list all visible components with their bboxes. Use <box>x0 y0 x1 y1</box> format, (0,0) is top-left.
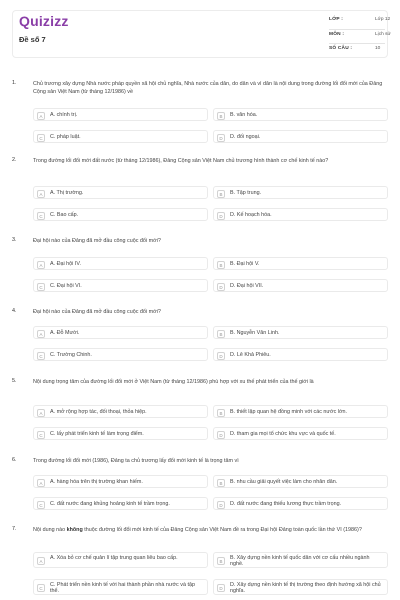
option-text: A. Xóa bỏ cơ chế quản lí tập trung quan liêu bao cấp. <box>50 554 178 561</box>
option-letter: D <box>217 431 225 439</box>
option-text: D. Kế hoạch hóa. <box>230 212 272 218</box>
option-letter: C <box>37 212 45 220</box>
option-letter: A <box>37 261 45 269</box>
option-text: D. đất nước đang thiếu lương thực trầm trọng. <box>230 501 342 507</box>
option-letter: C <box>37 134 45 142</box>
option-a[interactable] <box>33 326 208 339</box>
meta-value: 10 <box>375 46 381 51</box>
option-letter: A <box>37 112 45 120</box>
option-letter: D <box>217 212 225 220</box>
meta-label: SỐ CÂU : <box>329 46 353 51</box>
question-number: 1. <box>12 80 17 86</box>
option-d[interactable] <box>213 279 388 292</box>
question-number: 7. <box>12 526 17 532</box>
option-letter: A <box>37 479 45 487</box>
question-number: 5. <box>12 378 17 384</box>
question-number: 3. <box>12 237 17 243</box>
option-text: D. Xây dựng nền kinh tế thị trường theo định hướng xã hội chủ nghĩa. <box>230 581 381 595</box>
meta-label: LỚP : <box>329 17 344 22</box>
meta-row-subject <box>329 30 391 45</box>
option-text: B. Tập trung. <box>230 190 262 196</box>
option-text: A. chính trị. <box>50 112 78 118</box>
meta-label: MÔN : <box>329 31 345 37</box>
option-letter: A <box>37 330 45 338</box>
option-letter: A <box>37 557 45 565</box>
exam-meta <box>329 15 391 58</box>
option-text: A. Đại hội IV. <box>50 261 81 267</box>
option-letter: B <box>217 557 225 565</box>
option-d[interactable] <box>213 348 388 361</box>
question-text: Nội dung trọng tâm của đường lối đổi mới ở Việt Nam (từ tháng 12/1986) phù hợp với xu thế phát triển của thế giới là <box>33 379 314 385</box>
option-a[interactable] <box>33 552 208 568</box>
option-text: A. mở rộng hợp tác, đối thoại, thỏa hiệp. <box>50 409 147 415</box>
option-text: C. đất nước đang khủng hoảng kinh tế trầm trọng. <box>50 501 170 507</box>
option-b[interactable] <box>213 405 388 418</box>
option-d[interactable] <box>213 427 388 440</box>
option-letter: D <box>217 283 225 291</box>
meta-value: Lịch sử <box>375 31 391 37</box>
option-text: C. pháp luật. <box>50 134 81 140</box>
option-a[interactable] <box>33 108 208 121</box>
option-c[interactable] <box>33 348 208 361</box>
option-text: B. văn hóa. <box>230 112 258 118</box>
option-d[interactable] <box>213 130 388 143</box>
option-text: A. Thị trường. <box>50 190 84 196</box>
option-letter: D <box>217 352 225 360</box>
option-letter: B <box>217 409 225 417</box>
option-text: D. đối ngoại. <box>230 134 261 140</box>
option-letter: B <box>217 190 225 198</box>
option-a[interactable] <box>33 405 208 418</box>
option-text: C. Đại hội VI. <box>50 283 82 289</box>
option-a[interactable] <box>33 475 208 488</box>
meta-value: Lớp 12 <box>375 17 391 22</box>
quizizz-logo: Quizizz <box>19 13 69 29</box>
option-text: C. lấy phát triển kinh tế làm trọng điểm. <box>50 431 144 437</box>
option-c[interactable] <box>33 427 208 440</box>
option-text: D. Lê Khả Phiêu. <box>230 352 271 358</box>
worksheet-header <box>12 10 391 58</box>
option-text: C. Bao cấp. <box>50 212 79 218</box>
option-letter: B <box>217 479 225 487</box>
option-text: B. Nguyễn Văn Linh. <box>230 330 280 336</box>
option-b[interactable] <box>213 108 388 121</box>
option-text: B. Xây dựng nền kinh tế quốc dân với cơ cấu nhiều ngành nghề. <box>230 554 370 568</box>
question-text: Trong đường lối đổi mới (1986), Đảng ta chủ trương lấy đổi mới kinh tế là trọng tâm vì <box>33 458 239 464</box>
option-c[interactable] <box>33 497 208 510</box>
question-text-emphasis: không <box>66 527 83 533</box>
option-text: D. tham gia mọi tổ chức khu vực và quốc tế. <box>230 431 336 437</box>
option-b[interactable] <box>213 326 388 339</box>
option-c[interactable] <box>33 279 208 292</box>
option-letter: D <box>217 134 225 142</box>
question-text-part: Nội dung nào <box>33 527 67 533</box>
option-letter: C <box>37 584 45 592</box>
question-text: Đại hội nào của Đảng đã mở đầu công cuộc đổi mới? <box>33 238 161 244</box>
option-d[interactable] <box>213 497 388 510</box>
question-text: Trong đường lối đổi mới đất nước (từ tháng 12/1986), Đảng Cộng sản Việt Nam chủ trương hình thành cơ chế kinh tế nào? <box>33 158 329 164</box>
option-a[interactable] <box>33 257 208 270</box>
option-text: D. Đại hội VII. <box>230 283 264 289</box>
option-text: C. Trường Chinh. <box>50 352 92 358</box>
option-letter: C <box>37 352 45 360</box>
option-c[interactable] <box>33 130 208 143</box>
option-text: C. Phát triển nền kinh tế với hai thành phần nhà nước và tập thể. <box>50 581 195 595</box>
option-c[interactable] <box>33 579 208 595</box>
option-letter: D <box>217 501 225 509</box>
option-letter: B <box>217 330 225 338</box>
option-b[interactable] <box>213 186 388 199</box>
option-text: A. Đỗ Mười. <box>50 330 80 336</box>
option-letter: B <box>217 261 225 269</box>
question-number: 6. <box>12 457 17 463</box>
question-text: Đại hội nào của Đảng đã mở đầu công cuộc đổi mới? <box>33 309 161 315</box>
option-letter: C <box>37 283 45 291</box>
exam-title: Đề số 7 <box>19 35 46 44</box>
option-letter: C <box>37 501 45 509</box>
option-text: B. nhu cầu giải quyết việc làm cho nhân dân. <box>230 479 338 485</box>
option-b[interactable] <box>213 552 388 568</box>
option-letter: B <box>217 112 225 120</box>
option-text: A. hàng hóa trên thị trường khan hiếm. <box>50 479 143 485</box>
meta-row-question-count <box>329 44 385 58</box>
option-b[interactable] <box>213 475 388 488</box>
option-d[interactable] <box>213 208 388 221</box>
question-text <box>33 526 383 534</box>
option-letter: A <box>37 190 45 198</box>
option-c[interactable] <box>33 208 208 221</box>
option-d[interactable] <box>213 579 388 595</box>
meta-row-grade <box>329 15 391 30</box>
question-text-part: thuộc đường lối đổi mới kinh tế của Đảng Cộng sản Việt Nam đề ra trong Đại hội Đảng toàn quốc lần thứ VI (1986)? <box>82 527 362 533</box>
option-a[interactable] <box>33 186 208 199</box>
question-number: 4. <box>12 308 17 314</box>
option-letter: C <box>37 431 45 439</box>
option-text: B. thiết lập quan hệ đồng minh với các nước lớn. <box>230 409 347 415</box>
question-number: 2. <box>12 157 17 163</box>
option-letter: D <box>217 584 225 592</box>
option-text: B. Đại hội V. <box>230 261 260 267</box>
question-text: Chủ trương xây dựng Nhà nước pháp quyền xã hội chủ nghĩa, Nhà nước của dân, do dân và vì dân là nội dung trong đường lối đổi mới của Đảng Cộng sản Việt Nam (từ tháng 12/1986) về <box>33 81 383 95</box>
option-letter: A <box>37 409 45 417</box>
option-b[interactable] <box>213 257 388 270</box>
